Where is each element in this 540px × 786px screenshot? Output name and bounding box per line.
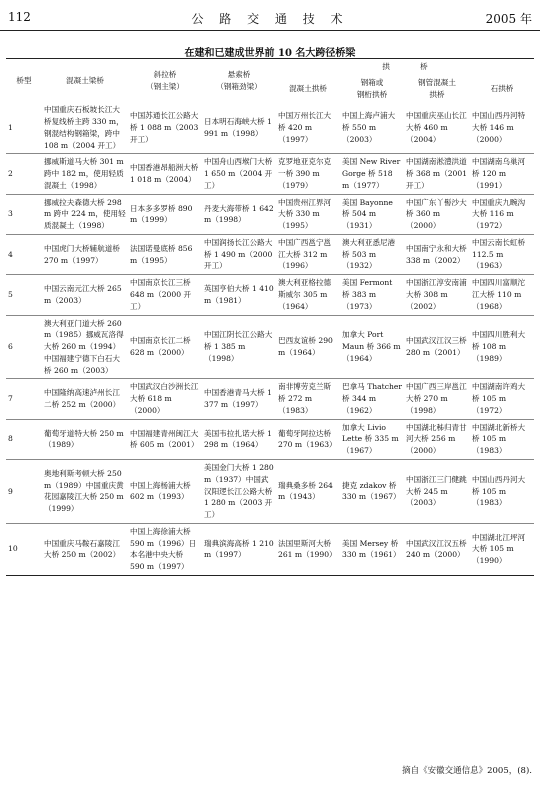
row-number-cell: 3 [6, 194, 42, 234]
table-cell: 中国隆纳高速泸州长江二桥 252 m（2000） [42, 379, 128, 419]
table-cell: 中国四川胜利大桥 108 m（1989） [470, 315, 534, 379]
table-row [6, 459, 534, 523]
table-row [6, 523, 534, 575]
table-cell: 中国福建青州闽江大桥 605 m（2001） [128, 419, 202, 459]
table-row [6, 275, 534, 315]
row-number-cell: 8 [6, 419, 42, 459]
table-cell: 中国江阴长江公路大桥 1 385 m（1998） [202, 315, 276, 379]
journal-title: 公 路 交 通 技 术 [191, 12, 349, 26]
table-cell: 日本多多罗桥 890 m（1999） [128, 194, 202, 234]
table-cell: 丹麦大海带桥 1 642 m（1998） [202, 194, 276, 234]
col-cable-stayed: 斜拉桥 （钢主梁） [128, 59, 202, 103]
header-rule [0, 30, 540, 31]
table-cell: 中国南京长江二桥 628 m（2000） [128, 315, 202, 379]
table-cell: 美国韦拉扎诺大桥 1 298 m（1964） [202, 419, 276, 459]
table-cell: 中国虎门大桥辅航道桥 270 m（1997） [42, 234, 128, 274]
table-cell: 加拿大 Port Maun 桥 366 m（1964） [340, 315, 404, 379]
table-cell: 中国山西丹河大桥 105 m（1983） [470, 459, 534, 523]
table-cell: 中国武汉江汉三桥 280 m（2001） [404, 315, 470, 379]
col-group-arch: 拱 桥 [276, 59, 534, 75]
source-note: 摘自《安徽交通信息》2005，(8). [402, 766, 532, 776]
table-cell: 中国广西三岸邕江大桥 270 m（1998） [404, 379, 470, 419]
table-row [6, 194, 534, 234]
row-number-cell: 6 [6, 315, 42, 379]
table-cell: 中国万州长江大桥 420 m（1997） [276, 102, 340, 154]
table-cell: 美国金门大桥 1 280 m（1937）中国武汉阳逻长江公路大桥 1 280 m（2003 开工） [202, 459, 276, 523]
row-number-cell: 10 [6, 523, 42, 575]
table-title: 在建和已建成世界前 10 名大跨径桥梁 [184, 48, 356, 59]
table-cell: 克罗地亚克尔克一桥 390 m（1979） [276, 154, 340, 194]
table-cell: 中国重庆马鞍石嘉陵江大桥 250 m（2002） [42, 523, 128, 575]
table-cell: 中国湖南乌巢河桥 120 m（1991） [470, 154, 534, 194]
table-cell: 捷克 zdakov 桥 330 m（1967） [340, 459, 404, 523]
table-row [6, 154, 534, 194]
table-cell: 中国舟山西堠门大桥 1 650 m（2004 开工） [202, 154, 276, 194]
row-number-cell: 7 [6, 379, 42, 419]
col-concrete-arch: 混凝土拱桥 [289, 83, 327, 93]
col-concrete-beam: 混凝土梁桥 [42, 59, 128, 103]
table-cell: 中国湖北江坪河大桥 105 m（1990） [470, 523, 534, 575]
table-cell: 英国亨伯大桥 1 410 m（1981） [202, 275, 276, 315]
table-cell: 中国重庆九畹沟大桥 116 m（1972） [470, 194, 534, 234]
row-number-cell: 9 [6, 459, 42, 523]
table-body [6, 102, 534, 575]
table-cell: 中国浙江三门健跳大桥 245 m（2003） [404, 459, 470, 523]
table-cell: 中国广东丫髻沙大桥 360 m（2000） [404, 194, 470, 234]
table-row [6, 234, 534, 274]
table-cell: 中国湖南淞澧洪道桥 368 m（2001 开工） [404, 154, 470, 194]
table-cell: 澳大利亚格拉德斯威尔 305 m（1964） [276, 275, 340, 315]
table-cell: 中国重庆石板坡长江大桥复线桥主跨 330 m，钢混结构钢箱梁，跨中 108 m（2004 开工） [42, 102, 128, 154]
bridge-table [6, 58, 534, 576]
table-cell: 中国云南元江大桥 265 m（2003） [42, 275, 128, 315]
page-header [0, 0, 540, 34]
table-cell: 美国 Mersey 桥 330 m（1961） [340, 523, 404, 575]
table-cell: 瑞典滨海高桥 1 210 m（1997） [202, 523, 276, 575]
table-cell: 挪威斯道马大桥 301 m 跨中 182 m，使用轻质混凝土（1998） [42, 154, 128, 194]
col-steel-arch: 钢箱或 钢桁拱桥 [356, 77, 388, 99]
table-cell: 奥地利斯考顿大桥 250 m（1989）中国重庆黄花园嘉陵江大桥 250 m（1999） [42, 459, 128, 523]
table-cell: 中国武汉白沙洲长江大桥 618 m（2000） [128, 379, 202, 419]
row-number-cell: 5 [6, 275, 42, 315]
table-cell: 中国四川富顺沱江大桥 110 m（1968） [470, 275, 534, 315]
table-cell: 葡萄牙道特大桥 250 m（1989） [42, 419, 128, 459]
col-stone-arch: 石拱桥 [490, 83, 514, 93]
row-number-cell: 1 [6, 102, 42, 154]
table-cell: 中国浙江淳安南浦大桥 308 m（2002） [404, 275, 470, 315]
table-cell: 巴西友谊桥 290 m（1964） [276, 315, 340, 379]
table-cell: 中国上海杨浦大桥 602 m（1993） [128, 459, 202, 523]
row-number-cell: 4 [6, 234, 42, 274]
table-cell: 中国武汉江汉五桥 240 m（2000） [404, 523, 470, 575]
table-row [6, 102, 534, 154]
table-cell: 中国云南长虹桥 112.5 m（1963） [470, 234, 534, 274]
table-cell: 挪威拉夫森德大桥 298 m 跨中 224 m，使用轻质混凝土（1998） [42, 194, 128, 234]
table-cell: 中国上海徐浦大桥 590 m（1996）日本名港中央大桥 590 m（1997） [128, 523, 202, 575]
table-cell: 中国南京长江三桥 648 m（2000 开工） [128, 275, 202, 315]
table-cell: 葡萄牙阿拉达桥 270 m（1963） [276, 419, 340, 459]
table-cell: 澳大利亚门道大桥 260 m（1985）挪威瓦洛得大桥 260 m（1994）中国福建宁德下白石大桥 260 m（2003） [42, 315, 128, 379]
year: 2005 年 [485, 12, 532, 26]
table-cell: 中国广西邕宁邕江大桥 312 m（1996） [276, 234, 340, 274]
table-row [6, 315, 534, 379]
table-cell: 中国湖南许鸡大桥 105 m（1972） [470, 379, 534, 419]
table-cell: 中国湖北新桥大桥 105 m（1983） [470, 419, 534, 459]
table-row [6, 379, 534, 419]
table-cell: 美国 Bayonne 桥 504 m（1931） [340, 194, 404, 234]
table-cell: 中国香港昂船洲大桥 1 018 m（2004） [128, 154, 202, 194]
table-cell: 法国里斯河大桥 261 m（1990） [276, 523, 340, 575]
table-cell: 中国重庆巫山长江大桥 460 m（2004） [404, 102, 470, 154]
table-cell: 南非博劳克兰斯桥 272 m（1983） [276, 379, 340, 419]
col-index: 桥型 [6, 59, 42, 103]
table-cell: 瑞典桑多桥 264 m（1943） [276, 459, 340, 523]
table-cell: 加拿大 Livio Lette 桥 335 m（1967） [340, 419, 404, 459]
table-cell: 法国诺曼底桥 856 m（1995） [128, 234, 202, 274]
col-cfst-arch: 钢管混凝土 拱桥 [418, 77, 456, 99]
table-cell: 美国 Fermont 桥 383 m（1973） [340, 275, 404, 315]
table-cell: 巴拿马 Thatcher 桥 344 m（1962） [340, 379, 404, 419]
table-cell: 澳大利亚悉尼港桥 503 m（1932） [340, 234, 404, 274]
table-cell: 中国上海卢浦大桥 550 m（2003） [340, 102, 404, 154]
table-cell: 中国润扬长江公路大桥 1 490 m（2000 开工） [202, 234, 276, 274]
table-row [6, 419, 534, 459]
table-cell: 美国 New River Gorge 桥 518 m（1977） [340, 154, 404, 194]
table-cell: 中国苏通长江公路大桥 1 088 m（2003 开工） [128, 102, 202, 154]
col-suspension: 悬索桥 （钢箱劲梁） [202, 59, 276, 103]
table-cell: 中国贵州江界河大桥 330 m（1995） [276, 194, 340, 234]
table-cell: 中国南宁永和大桥 338 m（2002） [404, 234, 470, 274]
table-cell: 中国香港青马大桥 1 377 m（1997） [202, 379, 276, 419]
table-cell: 中国山西丹河特大桥 146 m（2000） [470, 102, 534, 154]
page-number: 112 [8, 10, 31, 24]
table-cell: 中国湖北秭归青甘河大桥 256 m（2000） [404, 419, 470, 459]
row-number-cell: 2 [6, 154, 42, 194]
table-cell: 日本明石海峡大桥 1 991 m（1998） [202, 102, 276, 154]
